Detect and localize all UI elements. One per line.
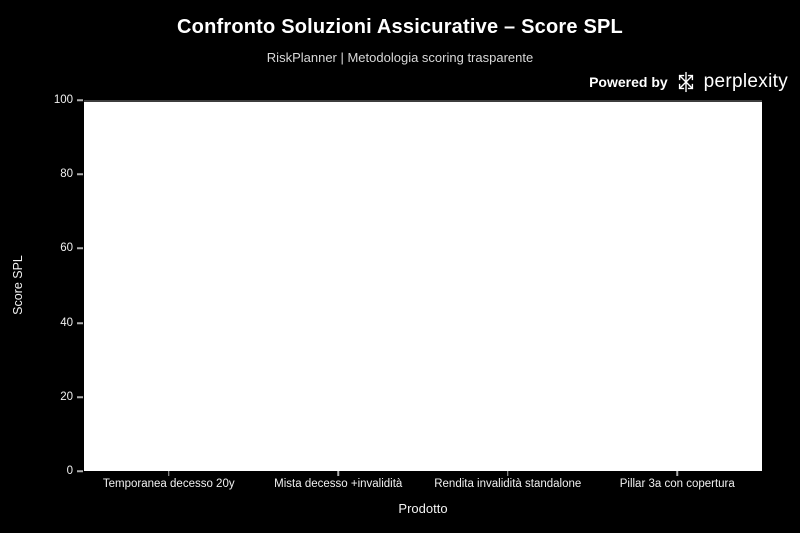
y-tick-mark: [77, 396, 83, 398]
x-tick-label: Pillar 3a con copertura: [619, 478, 735, 490]
perplexity-logo-icon: [675, 71, 697, 93]
y-tick-label: 60: [60, 242, 73, 254]
y-tick-label: 20: [60, 391, 73, 403]
x-tick-mark: [338, 471, 340, 476]
chart-subtitle: RiskPlanner | Metodologia scoring trasparente: [266, 50, 534, 65]
perplexity-wordmark: perplexity: [703, 71, 788, 92]
y-tick-mark: [77, 99, 83, 101]
x-tick-mark: [507, 471, 509, 476]
y-tick-mark: [77, 322, 83, 324]
powered-by-badge: [589, 69, 788, 95]
x-axis-title: Prodotto: [398, 501, 448, 516]
y-tick-mark: [77, 470, 83, 472]
powered-by-label: Powered by: [589, 74, 668, 90]
x-tick-mark: [677, 471, 679, 476]
chart-title: Confronto Soluzioni Assicurative – Score SPL: [177, 16, 623, 38]
x-tick-label: Mista decesso +invalidità: [274, 478, 403, 490]
y-tick-label: 100: [53, 94, 73, 106]
y-tick-mark: [77, 247, 83, 249]
y-tick-mark: [77, 173, 83, 175]
y-axis-title: Score SPL: [11, 255, 25, 315]
x-tick-mark: [168, 471, 170, 476]
y-tick-label: 0: [66, 465, 73, 477]
plot-area: [84, 100, 762, 471]
x-tick-label: Temporanea decesso 20y: [102, 478, 235, 490]
x-tick-label: Rendita invalidità standalone: [434, 478, 582, 490]
y-tick-label: 80: [60, 168, 73, 180]
y-tick-label: 40: [60, 317, 73, 329]
